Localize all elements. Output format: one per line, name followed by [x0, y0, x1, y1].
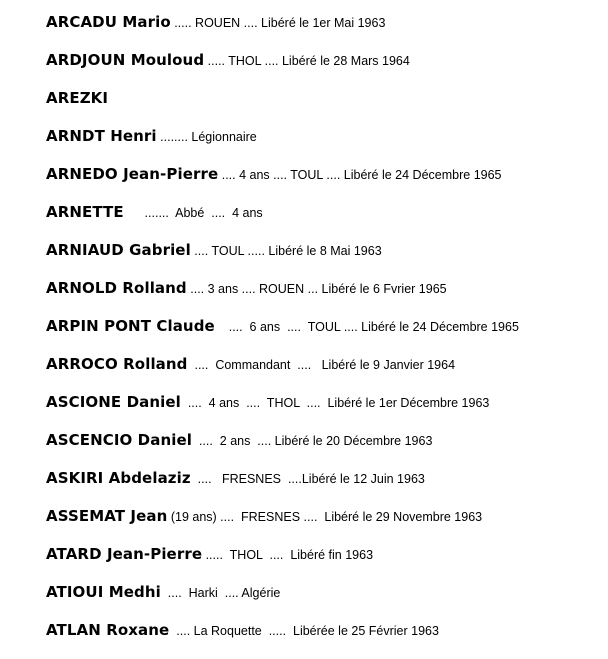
entry-name: ARNETTE — [46, 203, 124, 221]
list-item — [46, 582, 602, 620]
entry-name: ARROCO Rolland — [46, 355, 188, 373]
list-item — [46, 506, 602, 544]
entry-details: ..... ROUEN .... Libéré le 1er Mai 1963 — [170, 16, 386, 30]
list-item — [46, 354, 602, 392]
entry-name: ARNEDO Jean-Pierre — [46, 165, 219, 183]
entry-name: ASCENCIO Daniel — [46, 431, 192, 449]
entry-details: .... La Roquette ..... Libérée le 25 Février 1963 — [169, 624, 439, 638]
list-item — [46, 126, 602, 164]
list-item — [46, 278, 602, 316]
entry-name: ATLAN Roxane — [46, 621, 170, 639]
entry-details: .... 4 ans .... TOUL .... Libéré le 24 Décembre 1965 — [218, 168, 502, 182]
entry-name: ATARD Jean-Pierre — [46, 545, 203, 563]
entry-name: ARNOLD Rolland — [46, 279, 187, 297]
list-item — [46, 202, 602, 240]
list-item — [46, 430, 602, 468]
entry-name: ASKIRI Abdelaziz — [46, 469, 191, 487]
entry-details: ....... Abbé .... 4 ans — [123, 206, 263, 220]
entry-details: (19 ans) .... FRESNES .... Libéré le 29 Novembre 1963 — [167, 510, 483, 524]
name-list — [46, 12, 602, 658]
entry-details: .... 4 ans .... THOL .... Libéré le 1er Décembre 1963 — [180, 396, 490, 410]
entry-details: .... 6 ans .... TOUL .... Libéré le 24 Décembre 1965 — [214, 320, 519, 334]
entry-details: .... Commandant .... Libéré le 9 Janvier 1964 — [187, 358, 456, 372]
entry-name: ASSEMAT Jean — [46, 507, 168, 525]
entry-name: ATIOUI Medhi — [46, 583, 161, 601]
entry-name: ASCIONE Daniel — [46, 393, 181, 411]
entry-details: ..... THOL .... Libéré fin 1963 — [202, 548, 374, 562]
entry-details: .... TOUL ..... Libéré le 8 Mai 1963 — [190, 244, 382, 258]
list-item — [46, 50, 602, 88]
entry-details: .... 2 ans .... Libéré le 20 Décembre 1963 — [192, 434, 433, 448]
list-item — [46, 12, 602, 50]
list-item — [46, 620, 602, 658]
entry-name: AREZKI — [46, 89, 109, 107]
entry-details: ........ Légionnaire — [156, 130, 257, 144]
entry-name: ARNDT Henri — [46, 127, 157, 145]
entry-name: ARPIN PONT Claude — [46, 317, 215, 335]
entry-details: .... Harki .... Algérie — [160, 586, 281, 600]
entry-name: ARNIAUD Gabriel — [46, 241, 191, 259]
list-item — [46, 240, 602, 278]
list-item — [46, 392, 602, 430]
list-item — [46, 544, 602, 582]
list-item — [46, 164, 602, 202]
list-item — [46, 468, 602, 506]
entry-name: ARDJOUN Mouloud — [46, 51, 205, 69]
entry-details: .... FRESNES ....Libéré le 12 Juin 1963 — [190, 472, 425, 486]
entry-details: .... 3 ans .... ROUEN ... Libéré le 6 Fvrier 1965 — [186, 282, 447, 296]
entry-name: ARCADU Mario — [46, 13, 171, 31]
list-item — [46, 316, 602, 354]
list-item — [46, 88, 602, 126]
entry-details: ..... THOL .... Libéré le 28 Mars 1964 — [204, 54, 410, 68]
